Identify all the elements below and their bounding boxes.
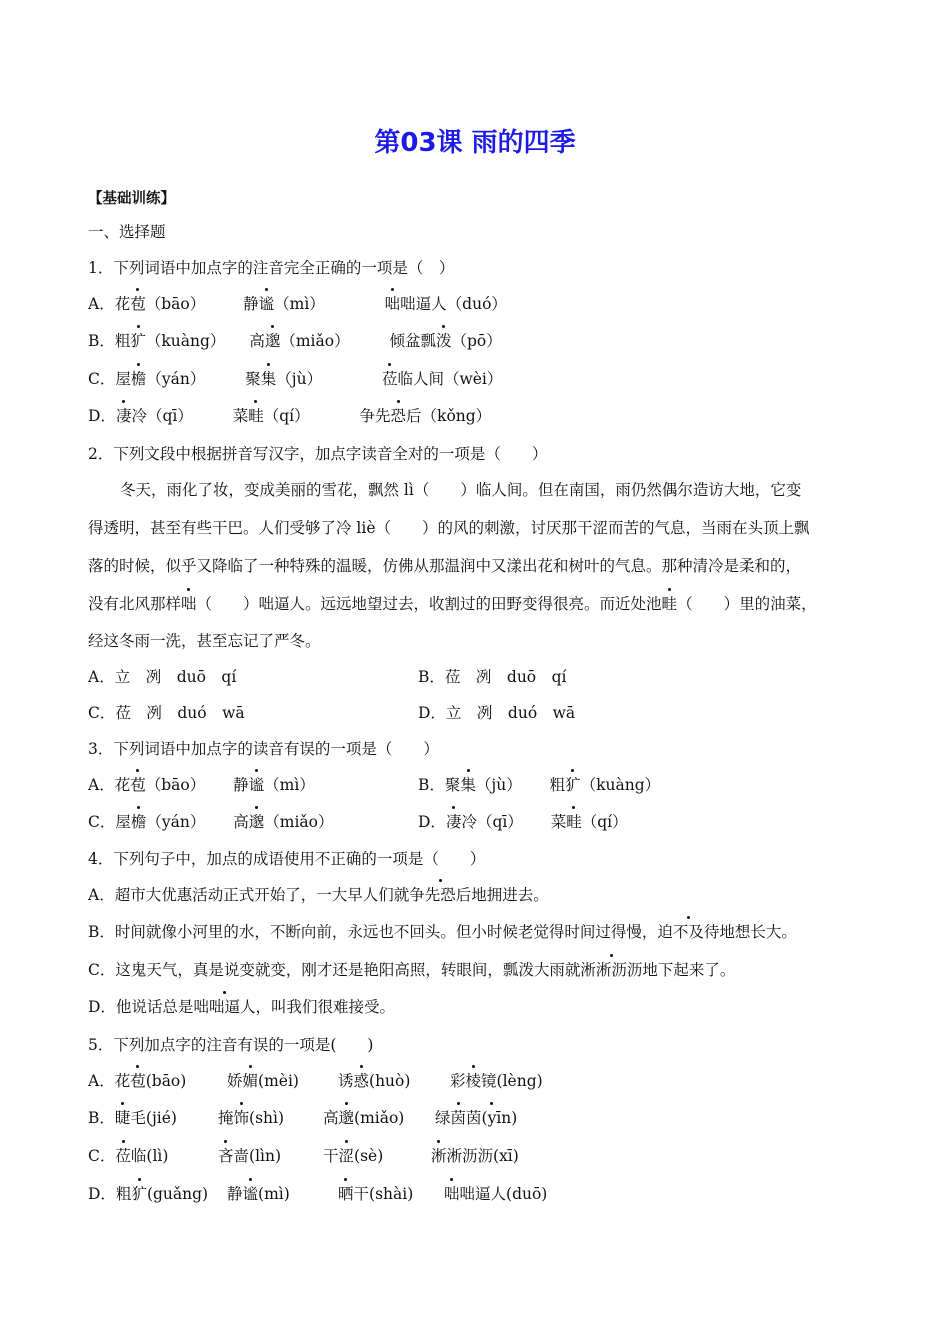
q5-option-c-item: 淅淅沥沥(xī): [431, 1144, 519, 1166]
q5-option-d-item: 静谧(mì): [227, 1182, 290, 1204]
q3-option-d[interactable]: D．凄冷（qī） 菜畦（qí）: [418, 810, 628, 832]
q5-option-a[interactable]: A．花苞(bāo): [88, 1069, 186, 1091]
q5-option-b-item: 掩饰(shì): [218, 1106, 284, 1128]
q4-option-a[interactable]: A．超市大优惠活动正式开始了，一大早人们就争先恐后地拥进去。: [88, 883, 549, 905]
q2-option-d[interactable]: D．立 冽 duó wā: [418, 704, 576, 722]
page-title: 第03课 雨的四季: [374, 128, 576, 158]
q4-option-c[interactable]: C．这鬼天气，真是说变就变，刚才还是艳阳高照，转眼间，瓢泼大雨就淅淅沥沥地下起来了。: [88, 958, 735, 980]
q2-passage-line: 冬天，雨化了妆，变成美丽的雪花，飘然 lì（ ）临人间。但在南国，雨仍然偶尔造访大地，它变: [120, 481, 802, 499]
q5-option-d-item: 咄咄逼人(duō): [444, 1182, 547, 1204]
q5-option-d[interactable]: D．粗犷(guǎng): [88, 1182, 208, 1204]
q2-passage-line: 没有北风那样咄（ ）咄逼人。远远地望过去，收割过的田野变得很亮。而近处池畦（ ）里的油菜，: [88, 592, 868, 614]
q2-option-a[interactable]: A．立 冽 duō qí: [88, 668, 237, 686]
q2-stem: 2．下列文段中根据拼音写汉字，加点字读音全对的一项是（ ）: [88, 445, 548, 463]
q3-stem: 3．下列词语中加点字的读音有误的一项是（ ）: [88, 740, 439, 758]
q1-option-b[interactable]: B．粗犷（kuàng） 高邈（miǎo） 倾盆瓢泼（pō）: [88, 329, 502, 351]
q3-option-c[interactable]: C．屋檐（yán） 高邈（miǎo）: [88, 810, 334, 832]
q2-passage-line: 落的时候，似乎又降临了一种特殊的温暖，仿佛从那温润中又漾出花和树叶的气息。那种清冷是柔和的，: [88, 557, 802, 575]
q5-option-c-item: 吝啬(lìn): [218, 1144, 281, 1166]
q5-option-c-item: 干涩(sè): [323, 1144, 383, 1166]
q2-passage-line: 得透明，甚至有些干巴。人们受够了冷 liè（ ）的风的刺激，讨厌那干涩而苦的气息，当雨在头顶上飘: [88, 519, 810, 537]
q4-stem: 4．下列句子中，加点的成语使用不正确的一项是（ ）: [88, 850, 486, 868]
q1-stem: 1．下列词语中加点字的注音完全正确的一项是（ ）: [88, 259, 455, 277]
q1-option-d[interactable]: D．凄冷（qī） 菜畦（qí） 争先恐后（kǒng）: [88, 404, 491, 426]
q5-stem: 5．下列加点字的注音有误的一项是( ): [88, 1036, 374, 1054]
q5-option-b-item: 高邈(miǎo): [323, 1106, 404, 1128]
q2-option-c[interactable]: C．莅 冽 duó wā: [88, 704, 245, 722]
q4-option-b[interactable]: B．时间就像小河里的水，不断向前，永远也不回头。但小时候老觉得时间过得慢，迫不及待地想长大。: [88, 920, 797, 942]
q3-option-b[interactable]: B．聚集（jù） 粗犷（kuàng）: [418, 773, 660, 795]
q5-option-a-item: 娇媚(mèi): [227, 1069, 299, 1091]
q2-passage-line: 经这冬雨一洗，甚至忘记了严冬。: [88, 632, 321, 650]
part-heading: 一、选择题: [88, 223, 166, 241]
q5-option-b[interactable]: B．睫毛(jié): [88, 1106, 177, 1128]
section-heading: 【基础训练】: [88, 190, 175, 207]
q5-option-d-item: 晒干(shài): [338, 1182, 413, 1204]
q4-option-d[interactable]: D．他说话总是咄咄逼人，叫我们很难接受。: [88, 995, 395, 1017]
q3-option-a[interactable]: A．花苞（bāo） 静谧（mì）: [88, 773, 315, 795]
q1-option-c[interactable]: C．屋檐（yán） 聚集（jù） 莅临人间（wèi）: [88, 367, 502, 389]
q5-option-a-item: 彩棱镜(lèng): [450, 1069, 543, 1091]
q5-option-c[interactable]: C．莅临(lì): [88, 1144, 168, 1166]
q2-option-b[interactable]: B．莅 冽 duō qí: [418, 668, 567, 686]
q1-option-a[interactable]: A．花苞（bāo） 静谧（mì） 咄咄逼人（duó）: [88, 292, 507, 314]
q5-option-b-item: 绿茵茵(yīn): [435, 1106, 517, 1128]
q5-option-a-item: 诱惑(huò): [338, 1069, 410, 1091]
